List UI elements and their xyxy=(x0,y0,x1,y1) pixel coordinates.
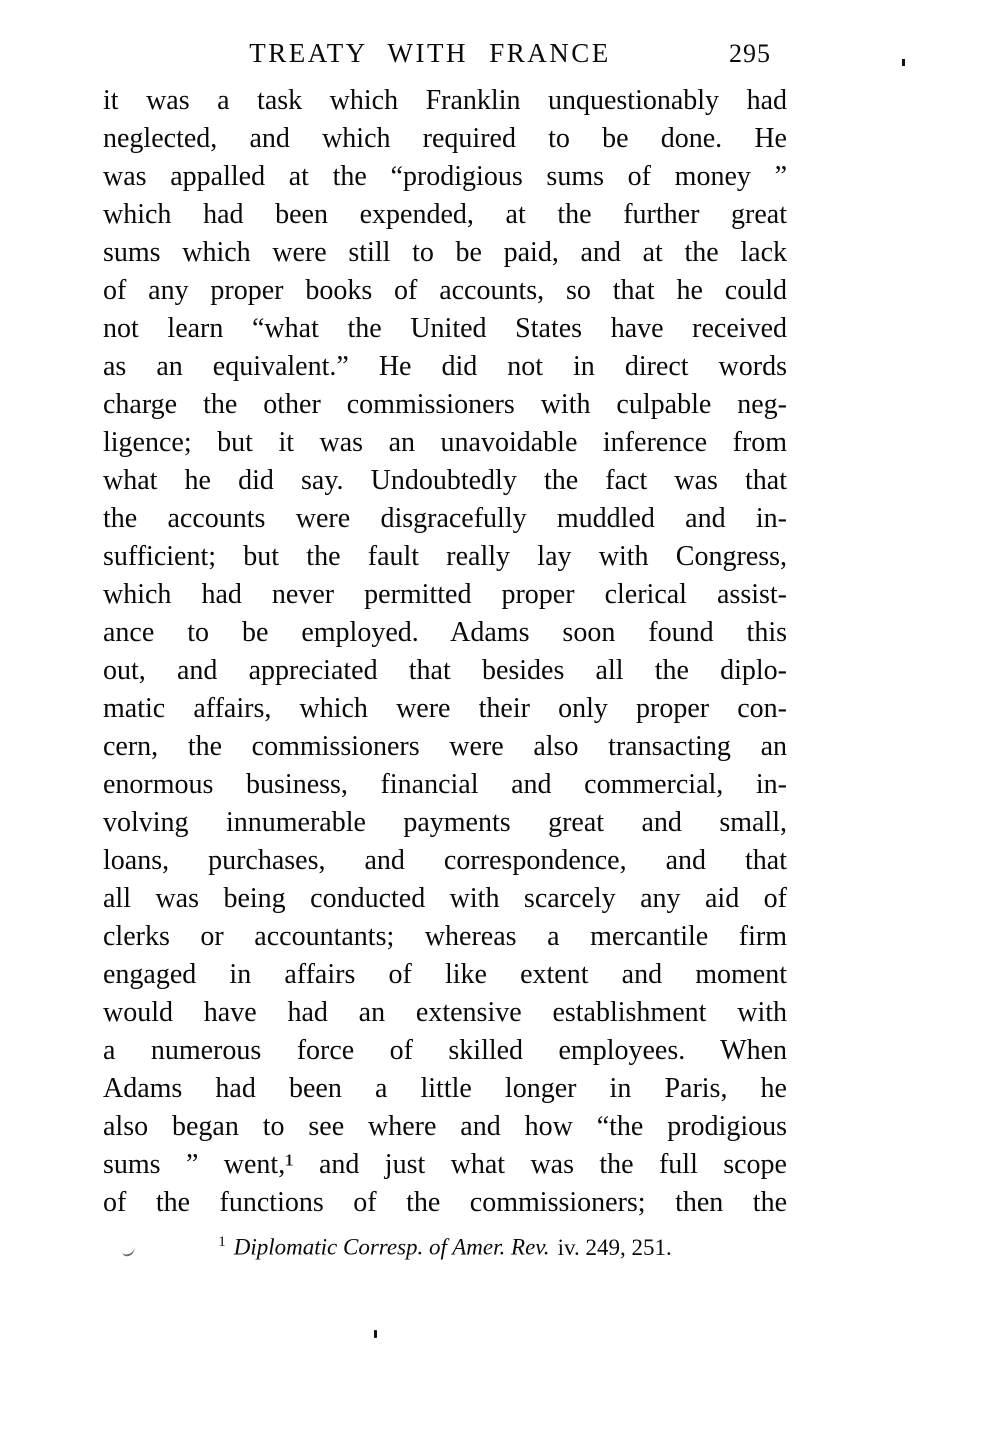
text-line: ance to be employed. Adams soon found this xyxy=(103,617,787,648)
footnote-reference: iv. 249, 251. xyxy=(557,1234,672,1260)
text-line: of any proper books of accounts, so that he could xyxy=(103,275,787,306)
footnote-source: Diplomatic Corresp. of Amer. Rev. xyxy=(233,1234,550,1260)
text-line: as an equivalent.” He did not in direct words xyxy=(103,351,787,382)
text-line: out, and appreciated that besides all the diplo- xyxy=(103,655,787,686)
footnote xyxy=(103,1227,787,1263)
text-line: sums ” went,¹ and just what was the full scope xyxy=(103,1149,787,1180)
text-line: cern, the commissioners were also transacting an xyxy=(103,731,787,762)
text-line: volving innumerable payments great and small, xyxy=(103,807,787,838)
text-line: all was being conducted with scarcely any aid of xyxy=(103,883,787,914)
text-line: was appalled at the “prodigious sums of money ” xyxy=(103,161,787,192)
text-line: which had never permitted proper clerical assist- xyxy=(103,579,787,610)
text-line: loans, purchases, and correspondence, and that xyxy=(103,845,787,876)
text-line: the accounts were disgracefully muddled and in- xyxy=(103,503,787,534)
text-line: not learn “what the United States have received xyxy=(103,313,787,344)
text-line: sums which were still to be paid, and at the lack xyxy=(103,237,787,268)
text-line: charge the other commissioners with culpable neg- xyxy=(103,389,787,420)
scan-speck-top-right xyxy=(902,59,905,66)
text-line: a numerous force of skilled employees. When xyxy=(103,1035,787,1066)
text-line: Adams had been a little longer in Paris, he xyxy=(103,1073,787,1104)
text-line: neglected, and which required to be done. He xyxy=(103,123,787,154)
body-text-block xyxy=(103,82,787,1222)
text-line: matic affairs, which were their only proper con- xyxy=(103,693,787,724)
page-number: 295 xyxy=(729,39,771,68)
text-line: what he did say. Undoubtedly the fact was that xyxy=(103,465,787,496)
running-header xyxy=(103,38,787,72)
text-line: enormous business, financial and commercial, in- xyxy=(103,769,787,800)
scan-speck-bottom-center xyxy=(374,1330,377,1338)
text-line: ligence; but it was an unavoidable inference from xyxy=(103,427,787,458)
text-line: also began to see where and how “the prodigious xyxy=(103,1111,787,1142)
text-line: it was a task which Franklin unquestionably had xyxy=(103,85,787,116)
text-line: sufficient; but the fault really lay with Congress, xyxy=(103,541,787,572)
text-line: would have had an extensive establishment with xyxy=(103,997,787,1028)
footnote-marker: 1 xyxy=(218,1234,226,1250)
page-header-title: TREATY WITH FRANCE xyxy=(249,38,611,68)
text-line: which had been expended, at the further great xyxy=(103,199,787,230)
text-line: of the functions of the commissioners; then the xyxy=(103,1187,787,1218)
text-line: clerks or accountants; whereas a mercantile firm xyxy=(103,921,787,952)
text-line: engaged in affairs of like extent and moment xyxy=(103,959,787,990)
